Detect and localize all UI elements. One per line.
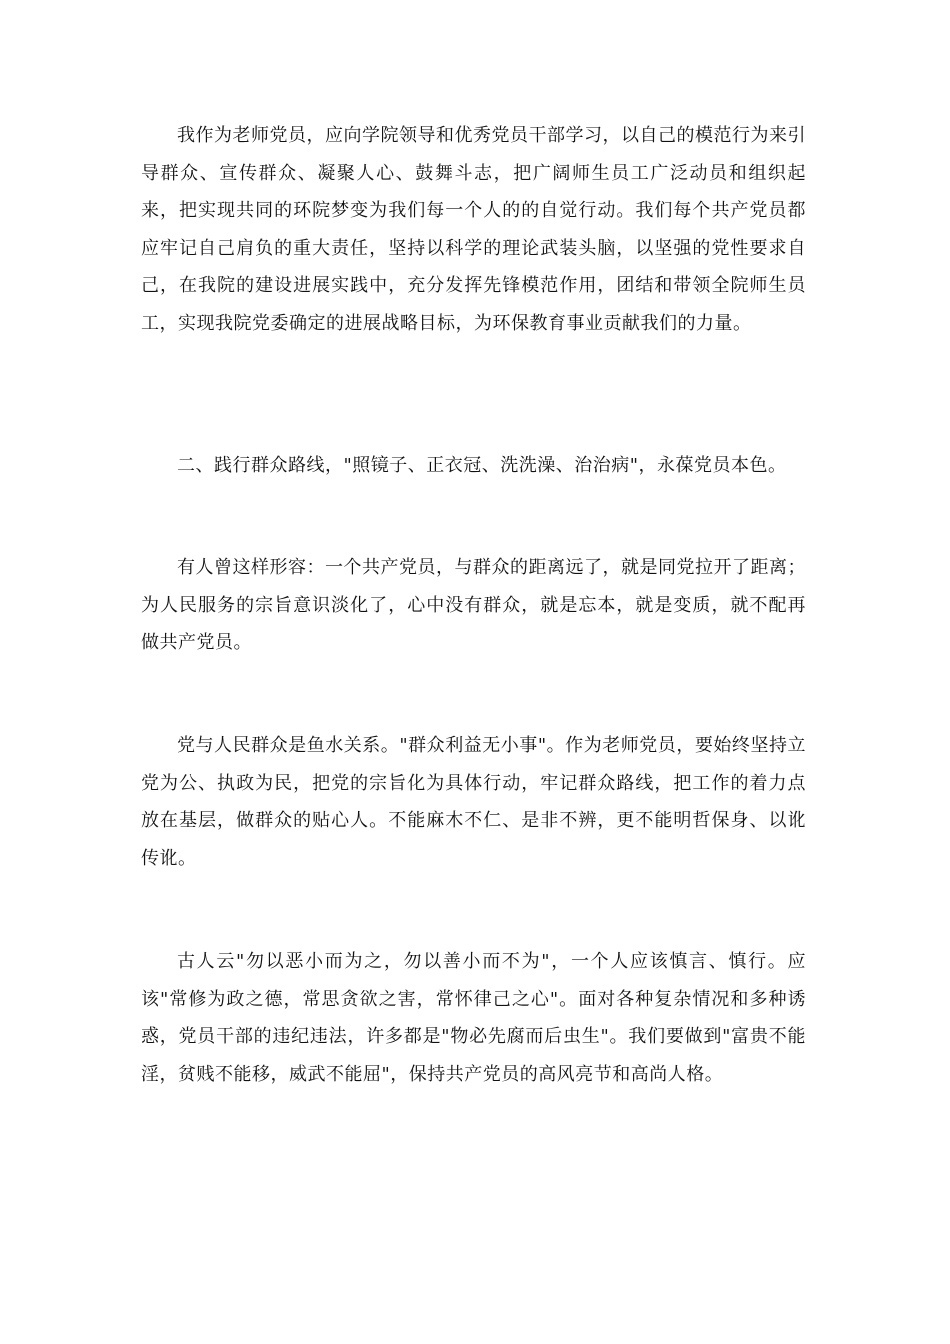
paragraph-party-member-role: 我作为老师党员，应向学院领导和优秀党员干部学习，以自己的模范行为来引导群众、宣传群众、凝聚人心、鼓舞斗志，把广阔师生员工广泛动员和组织起来，把实现共同的环院梦变为我们每一个人的的自觉行动。我们每个共产党员都应牢记自己肩负的重大责任，坚持以科学的理论武装头脑，以坚强的党性要求自己，在我院的建设进展实践中，充分发挥先锋模范作用，团结和带领全院师生员工，实现我院党委确定的进展战略目标，为环保教育事业贡献我们的力量。 bbox=[141, 125, 806, 334]
paragraph-ancient-saying: 古人云"勿以恶小而为之，勿以善小而不为"，一个人应该慎言、慎行。应该"常修为政之德，常思贪欲之害，常怀律己之心"。面对各种复杂情况和多种诱惑，党员干部的违纪违法，许多都是"物必先腐而后虫生"。我们要做到"富贵不能淫，贫贱不能移，威武不能屈"，保持共产党员的高风亮节和高尚人格。 bbox=[141, 951, 806, 1085]
paragraph-distance-from-masses: 有人曾这样形容：一个共产党员，与群众的距离远了，就是同党拉开了距离；为人民服务的宗旨意识淡化了，心中没有群众，就是忘本，就是变质，就不配再做共产党员。 bbox=[141, 557, 806, 653]
paragraph-fish-water-relationship: 党与人民群众是鱼水关系。"群众利益无小事"。作为老师党员，要始终坚持立党为公、执政为民，把党的宗旨化为具体行动，牢记群众路线，把工作的着力点放在基层，做群众的贴心人。不能麻木不仁、是非不辨，更不能明哲保身、以讹传讹。 bbox=[141, 735, 806, 869]
section-heading-mass-line: 二、践行群众路线，"照镜子、正衣冠、洗洗澡、治治病"，永葆党员本色。 bbox=[177, 455, 787, 476]
